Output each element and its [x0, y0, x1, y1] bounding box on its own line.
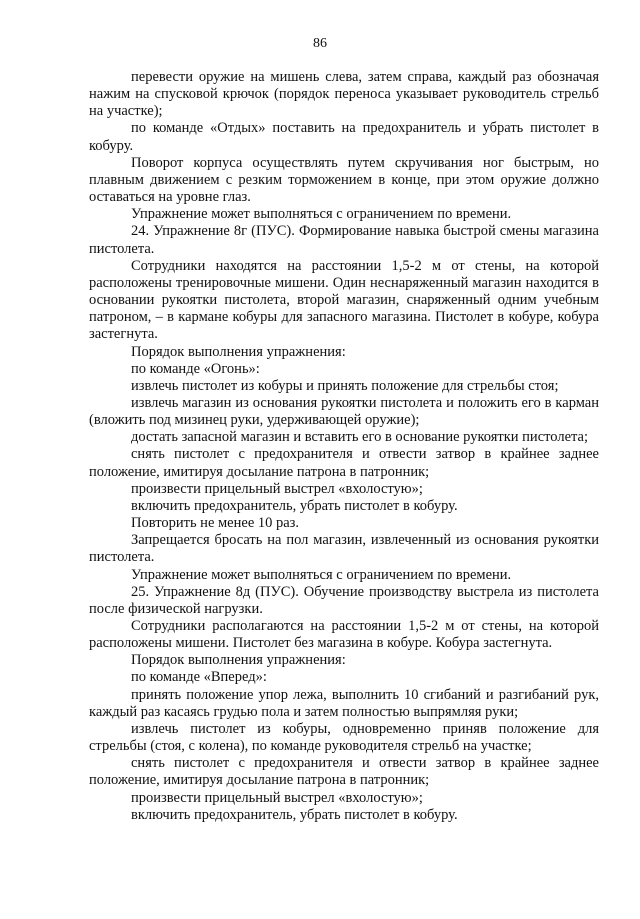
- section-heading-24: 24. Упражнение 8г (ПУС). Формирование навыка быстрой смены магазина пистолета.: [89, 223, 599, 257]
- paragraph: снять пистолет с предохранителя и отвести затвор в крайнее заднее положение, имитируя досылание патрона в патронник;: [89, 755, 599, 789]
- paragraph: Поворот корпуса осуществлять путем скручивания ног быстрым, но плавным движением с резким торможением в конце, при этом оружие должно оставаться на уровне глаз.: [89, 154, 599, 206]
- paragraph: Порядок выполнения упражнения:: [131, 652, 346, 669]
- paragraph: извлечь магазин из основания рукоятки пистолета и положить его в карман (вложить под мизинец руки, удерживающей оружие);: [89, 394, 599, 429]
- paragraph: по команде «Вперед»:: [131, 669, 267, 686]
- paragraph: Упражнение может выполняться с ограничением по времени.: [131, 206, 512, 223]
- paragraph: включить предохранитель, убрать пистолет в кобуру.: [131, 497, 458, 514]
- paragraph: произвести прицельный выстрел «вхолостую»;: [131, 789, 423, 806]
- section-heading-25: 25. Упражнение 8д (ПУС). Обучение производству выстрела из пистолета после физической нагрузки.: [89, 583, 599, 617]
- paragraph: включить предохранитель, убрать пистолет в кобуру.: [131, 806, 458, 823]
- paragraph: достать запасной магазин и вставить его в основание рукоятки пистолета;: [131, 429, 588, 446]
- paragraph: по команде «Огонь»:: [131, 360, 260, 377]
- paragraph: извлечь пистолет из кобуры, одновременно приняв положение для стрельбы (стоя, с колена), по команде руководителя стрельб на участке;: [89, 720, 599, 755]
- paragraph: извлечь пистолет из кобуры и принять положение для стрельбы стоя;: [131, 377, 559, 394]
- paragraph: Запрещается бросать на пол магазин, извлеченный из основания рукоятки пистолета.: [89, 532, 599, 566]
- paragraph: Сотрудники находятся на расстоянии 1,5-2 м от стены, на которой расположены тренировочные мишени. Один неснаряженный магазин находится в основании рукоятки пистолета, второй магазин, снаряженный одним учебным патроном, – в кармане кобуры для запасного магазина. Пистолет в кобуре, кобура застегнута.: [89, 257, 599, 343]
- paragraph: Упражнение может выполняться с ограничением по времени.: [131, 566, 512, 583]
- paragraph: принять положение упор лежа, выполнить 10 сгибаний и разгибаний рук, каждый раз касаясь грудью пола и затем полностью выпрямляя руки;: [89, 686, 599, 720]
- paragraph: снять пистолет с предохранителя и отвести затвор в крайнее заднее положение, имитируя досылание патрона в патронник;: [89, 446, 599, 480]
- paragraph: произвести прицельный выстрел «вхолостую»;: [131, 480, 423, 497]
- paragraph: Повторить не менее 10 раз.: [131, 515, 300, 532]
- page-number: 86: [313, 36, 327, 51]
- paragraph: Порядок выполнения упражнения:: [131, 343, 346, 360]
- page-body-text: [89, 69, 599, 824]
- paragraph: по команде «Отдых» поставить на предохранитель и убрать пистолет в кобуру.: [89, 120, 599, 154]
- paragraph: перевести оружие на мишень слева, затем справа, каждый раз обозначая нажим на спусковой крючок (порядок переноса указывает руководитель стрельб на участке);: [89, 69, 599, 120]
- paragraph: Сотрудники располагаются на расстоянии 1,5-2 м от стены, на которой расположены мишени. Пистолет без магазина в кобуре. Кобура застегнута.: [89, 618, 599, 652]
